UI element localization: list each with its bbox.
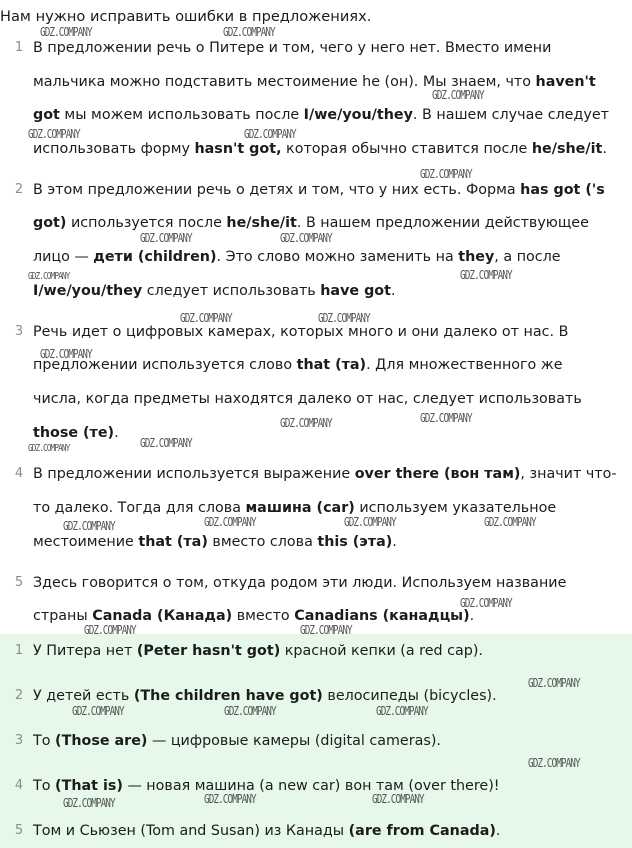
bold-fragment: that (та) xyxy=(138,534,208,550)
explanation-line: лицо — дети (children). Это слово можно заменить на they, а после xyxy=(33,249,561,265)
answer-sentence: У Питера нет (Peter hasn't got) красной кепки (a red cap). xyxy=(33,643,483,659)
watermark: GDZ.COMPANY xyxy=(28,271,70,282)
watermark: GDZ.COMPANY xyxy=(376,704,428,718)
watermark: GDZ.COMPANY xyxy=(72,704,124,718)
watermark: GDZ.COMPANY xyxy=(140,231,192,245)
answer-number: 3 xyxy=(14,733,24,748)
explanation-line: В этом предложении речь о детях и том, что у них есть. Форма has got ('s xyxy=(33,182,605,198)
bold-fragment: (Those are) xyxy=(55,733,148,749)
watermark: GDZ.COMPANY xyxy=(63,519,115,533)
explanation-line: то далеко. Тогда для слова машина (car) используем указательное xyxy=(33,500,557,516)
bold-fragment: машина (car) xyxy=(245,500,355,516)
watermark: GDZ.COMPANY xyxy=(300,623,352,637)
watermark: GDZ.COMPANY xyxy=(528,676,580,690)
watermark: GDZ.COMPANY xyxy=(460,268,512,282)
watermark: GDZ.COMPANY xyxy=(180,311,232,325)
watermark: GDZ.COMPANY xyxy=(40,25,92,39)
explanation-line: those (те). xyxy=(33,425,119,441)
watermark: GDZ.COMPANY xyxy=(372,792,424,806)
explanation-line: числа, когда предметы находятся далеко от нас, следует использовать xyxy=(33,391,582,407)
answer-number: 1 xyxy=(14,643,24,658)
bold-fragment: have got xyxy=(320,283,391,299)
bold-fragment: Canada (Канада) xyxy=(92,608,233,624)
explanation-line: got мы можем использовать после I/we/you/they. В нашем случае следует xyxy=(33,107,609,123)
answer-sentence: То (That is) — новая машина (a new car) вон там (over there)! xyxy=(33,778,500,794)
explanation-line: использовать форму hasn't got, которая обычно ставится после he/she/it. xyxy=(33,141,607,157)
watermark: GDZ.COMPANY xyxy=(40,347,92,361)
watermark: GDZ.COMPANY xyxy=(63,796,115,810)
explanation-number: 2 xyxy=(14,182,24,197)
watermark: GDZ.COMPANY xyxy=(432,88,484,102)
bold-fragment: I/we/you/they xyxy=(303,107,413,123)
watermark: GDZ.COMPANY xyxy=(84,623,136,637)
watermark: GDZ.COMPANY xyxy=(140,436,192,450)
explanation-line: местоимение that (та) вместо слова this (эта). xyxy=(33,534,397,550)
watermark: GDZ.COMPANY xyxy=(420,167,472,181)
explanation-line: В предложении используется выражение over there (вон там), значит что- xyxy=(33,466,617,482)
bold-fragment: (The children have got) xyxy=(133,688,323,704)
watermark: GDZ.COMPANY xyxy=(28,127,80,141)
watermark: GDZ.COMPANY xyxy=(420,411,472,425)
bold-fragment: he/she/it xyxy=(226,215,297,231)
watermark: GDZ.COMPANY xyxy=(244,127,296,141)
bold-fragment: (Peter hasn't got) xyxy=(136,643,281,659)
explanation-line: Речь идет о цифровых камерах, которых много и они далеко от нас. В xyxy=(33,324,569,340)
bold-fragment: дети (children) xyxy=(93,249,217,265)
watermark: GDZ.COMPANY xyxy=(318,311,370,325)
watermark: GDZ.COMPANY xyxy=(223,25,275,39)
watermark: GDZ.COMPANY xyxy=(528,756,580,770)
answer-number: 5 xyxy=(14,823,24,838)
bold-fragment: haven't xyxy=(535,74,596,90)
explanation-number: 5 xyxy=(14,575,24,590)
bold-fragment: got) xyxy=(33,215,67,231)
answer-sentence: То (Those are) — цифровые камеры (digital cameras). xyxy=(33,733,441,749)
bold-fragment: that (та) xyxy=(296,357,367,373)
watermark: GDZ.COMPANY xyxy=(280,416,332,430)
watermark: GDZ.COMPANY xyxy=(204,792,256,806)
bold-fragment: has got ('s xyxy=(520,182,605,198)
explanation-line: got) используется после he/she/it. В нашем предложении действующее xyxy=(33,215,589,231)
explanation-line: мальчика можно подставить местоимение he (он). Мы знаем, что haven't xyxy=(33,74,596,90)
watermark: GDZ.COMPANY xyxy=(28,443,70,454)
explanation-line: I/we/you/they следует использовать have got. xyxy=(33,283,396,299)
bold-fragment: over there (вон там) xyxy=(354,466,521,482)
watermark: GDZ.COMPANY xyxy=(344,515,396,529)
answer-number: 2 xyxy=(14,688,24,703)
bold-fragment: (That is) xyxy=(55,778,123,794)
watermark: GDZ.COMPANY xyxy=(460,596,512,610)
watermark: GDZ.COMPANY xyxy=(224,704,276,718)
explanation-line: предложении используется слово that (та). Для множественного же xyxy=(33,357,563,373)
answer-number: 4 xyxy=(14,778,24,793)
answer-sentence: Том и Сьюзен (Tom and Susan) из Канады (are from Canada). xyxy=(33,823,501,839)
intro-text: Нам нужно исправить ошибки в предложениях. xyxy=(0,8,372,25)
bold-fragment: this (эта) xyxy=(317,534,393,550)
explanation-line: В предложении речь о Питере и том, чего у него нет. Вместо имени xyxy=(33,40,552,56)
explanation-number: 3 xyxy=(14,324,24,339)
explanation-number: 4 xyxy=(14,466,24,481)
bold-fragment: hasn't got, xyxy=(194,141,282,157)
watermark: GDZ.COMPANY xyxy=(280,231,332,245)
bold-fragment: I/we/you/they xyxy=(33,283,143,299)
watermark: GDZ.COMPANY xyxy=(204,515,256,529)
bold-fragment: Canadians (канадцы) xyxy=(294,608,470,624)
explanation-line: страны Canada (Канада) вместо Canadians (канадцы). xyxy=(33,608,475,624)
explanation-line: Здесь говорится о том, откуда родом эти люди. Используем название xyxy=(33,575,567,591)
bold-fragment: got xyxy=(33,107,60,123)
bold-fragment: those (те) xyxy=(33,425,115,441)
watermark: GDZ.COMPANY xyxy=(484,515,536,529)
answer-sentence: У детей есть (The children have got) велосипеды (bicycles). xyxy=(33,688,497,704)
bold-fragment: (are from Canada) xyxy=(348,823,496,839)
bold-fragment: he/she/it xyxy=(531,141,603,157)
bold-fragment: they xyxy=(458,249,495,265)
explanation-number: 1 xyxy=(14,40,24,55)
